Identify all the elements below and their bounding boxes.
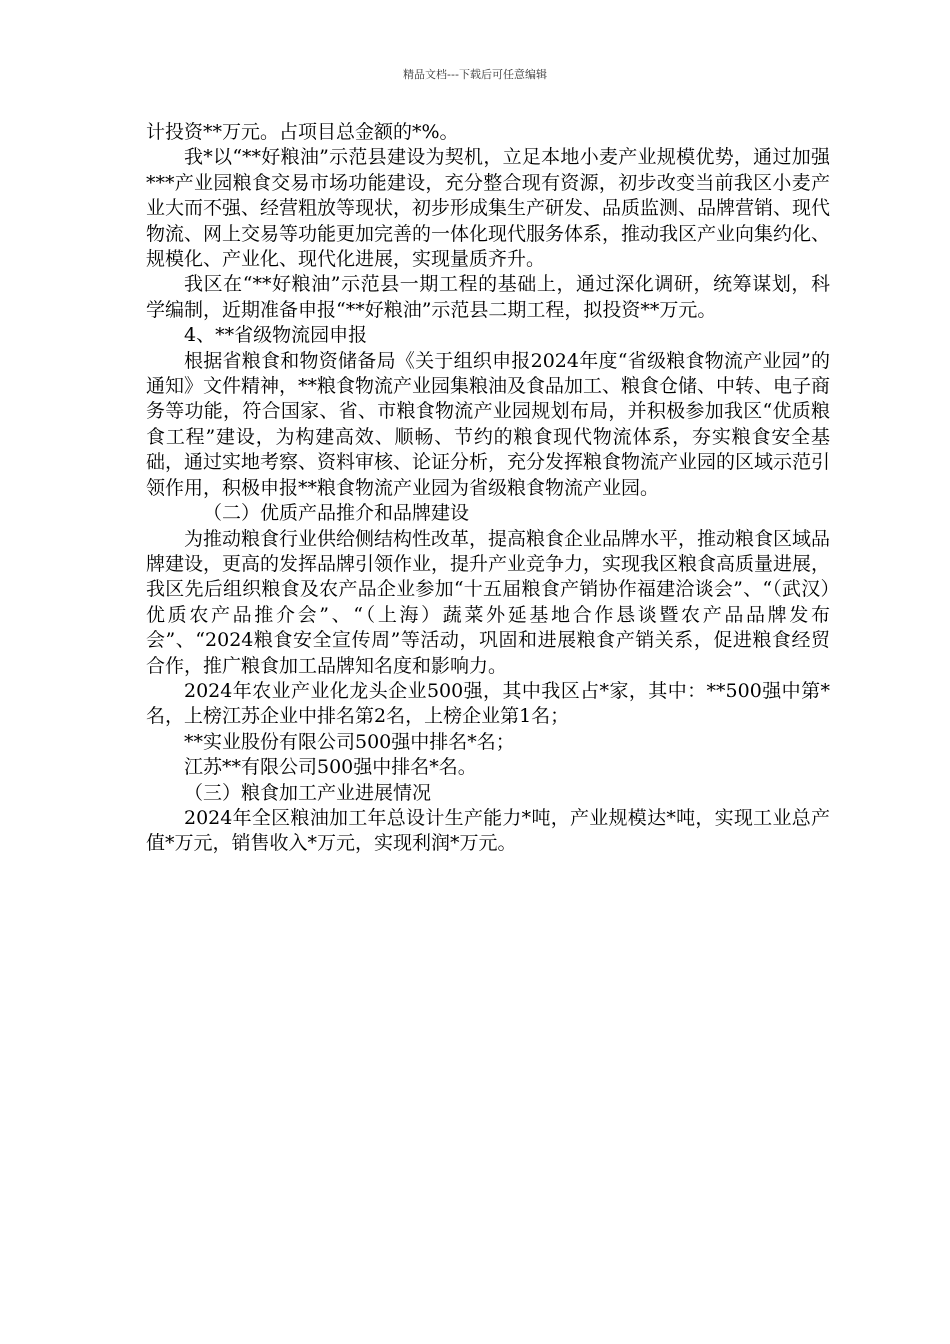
paragraph-phase-two: 我区在“**好粮油”示范县一期工程的基础上，通过深化调研，统筹谋划，科学编制，近期准备申报“**好粮油”示范县二期工程，拟投资**万元。 bbox=[146, 273, 830, 321]
paragraph-company-ranking-2: 江苏**有限公司500强中排名*名。 bbox=[184, 756, 477, 779]
paragraph-logistics-park: 根据省粮食和物资储备局《关于组织申报2024年度“省级粮食物流产业园”的通知》文件精神，**粮食物流产业园集粮油及食品加工、粮食仓储、中转、电子商务等功能，符合国家、省、市粮食物流产业园规划布局，并积极参加我区“优质粮食工程”建设，为构建高效、顺畅、节约的粮食现代物流体系，夯实粮食安全基础，通过实地考察、资料审核、论证分析，充分发挥粮食物流产业园的区域示范引领作用，积极申报**粮食物流产业园为省级粮食物流产业园。 bbox=[146, 349, 831, 499]
paragraph-continuation: 计投资**万元。占项目总金额的*%。 bbox=[146, 121, 459, 143]
section-heading-processing: （三）粮食加工产业进展情况 bbox=[184, 781, 432, 804]
section-heading-logistics-park: 4、**省级物流园申报 bbox=[184, 324, 368, 347]
paragraph-demo-county: 我*以“**好粮油”示范县建设为契机，立足本地小麦产业规模优势，通过加强***产业园粮食交易市场功能建设，充分整合现有资源，初步改变当前我区小麦产业大而不强、经营粗放等现状，初步形成集生产研发、品质监测、品牌营销、现代物流、网上交易等功能更加完善的一体化现代服务体系，推动我区产业向集约化、规模化、产业化、现代化进展，实现量质齐升。 bbox=[146, 146, 831, 271]
section-heading-brand-building: （二）优质产品推介和品牌建设 bbox=[203, 502, 470, 525]
page-header: 精品文档---下载后可任意编辑 bbox=[403, 68, 547, 81]
paragraph-processing: 2024年全区粮油加工年总设计生产能力*吨，产业规模达*吨，实现工业总产值*万元，销售收入*万元，实现利润*万元。 bbox=[146, 806, 830, 855]
paragraph-company-ranking-1: **实业股份有限公司500强中排名*名； bbox=[184, 730, 515, 753]
paragraph-top500: 2024年农业产业化龙头企业500强，其中我区占*家，其中：**500强中第*名，上榜江苏企业中排名第2名，上榜企业第1名； bbox=[146, 679, 830, 728]
paragraph-brand-building: 为推动粮食行业供给侧结构性改革，提高粮食企业品牌水平，推动粮食区域品牌建设，更高的发挥品牌引领作业，提升产业竞争力，实现我区粮食高质量进展，我区先后组织粮食及农产品企业参加“十五届粮食产销协作福建洽谈会”、“（武汉）优质农产品推介会”、“（上海）蔬菜外延基地合作恳谈暨农产品品牌发布会”、“2024粮食安全宣传周”等活动，巩固和进展粮食产销关系，促进粮食经贸合作，推广粮食加工品牌知名度和影响力。 bbox=[146, 527, 831, 677]
document-body bbox=[146, 120, 830, 857]
